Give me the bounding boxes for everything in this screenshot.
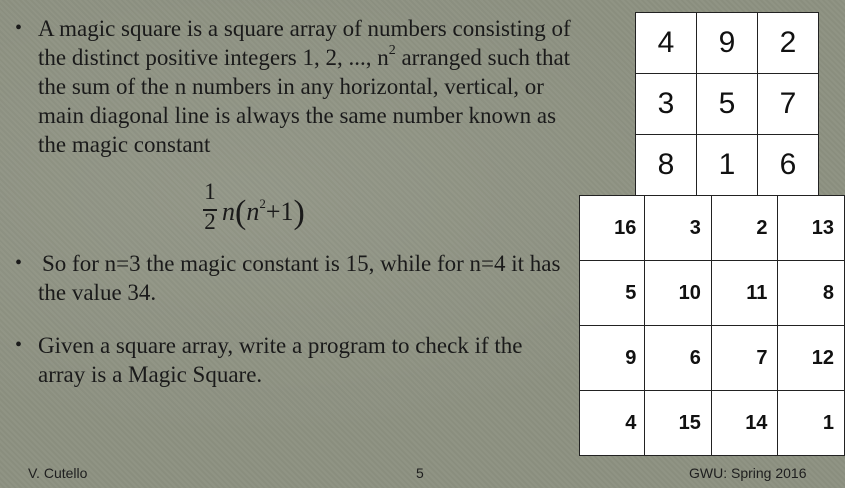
table-cell: 5 (580, 261, 645, 326)
bullet-magic-constant-text: So for n=3 the magic constant is 15, while for n=4 it has the value 34. (38, 251, 561, 305)
table-cell: 6 (758, 135, 819, 196)
table-cell: 4 (580, 391, 645, 456)
table-cell: 13 (778, 196, 845, 261)
table-cell: 16 (580, 196, 645, 261)
table-cell: 5 (697, 74, 758, 135)
footer-course: GWU: Spring 2016 (689, 465, 807, 481)
formula-right-paren: ) (293, 194, 305, 231)
table-row (580, 391, 845, 456)
table-cell: 1 (778, 391, 845, 456)
footer-author: V. Cutello (28, 465, 88, 481)
table-cell: 8 (778, 261, 845, 326)
formula-left-paren: ( (235, 194, 247, 231)
table-cell: 1 (697, 135, 758, 196)
bullet-definition-superscript: 2 (388, 43, 396, 59)
bullet-definition-text-continued: arranged such that the sum of the n numbers in any horizontal, vertical, or main diagonal line is always the same number known as the magic constant (38, 45, 571, 157)
table-row (636, 74, 819, 135)
table-cell: 2 (758, 13, 819, 74)
table-cell: 7 (758, 74, 819, 135)
table-row (636, 13, 819, 74)
table-cell: 2 (711, 196, 778, 261)
formula-n: n (222, 197, 235, 226)
table-cell: 7 (711, 326, 778, 391)
bullet-magic-constant (12, 249, 574, 307)
bullet-task-text: Given a square array, write a program to check if the array is a Magic Square. (38, 333, 523, 387)
table-cell: 6 (645, 326, 712, 391)
formula-numerator: 1 (204, 179, 216, 204)
footer-page-number: 5 (416, 465, 424, 481)
formula-denominator: 2 (204, 209, 216, 234)
table-cell: 11 (711, 261, 778, 326)
formula-expression (222, 191, 305, 229)
bullet-dot-icon: • (15, 17, 23, 39)
table-cell: 8 (636, 135, 697, 196)
formula-n-inner: n (246, 197, 260, 226)
bullet-list (12, 14, 574, 389)
table-row (580, 196, 845, 261)
formula-exponent: 2 (259, 196, 266, 211)
table-cell: 12 (778, 326, 845, 391)
table-cell: 14 (711, 391, 778, 456)
bullet-definition (12, 14, 574, 159)
bullet-dot-icon: • (15, 252, 23, 274)
table-cell: 10 (645, 261, 712, 326)
table-cell: 3 (636, 74, 697, 135)
table-cell: 3 (645, 196, 712, 261)
bullet-definition-text: A magic square is a square array of numbers consisting of the distinct positive integers 1, 2, ..., n (38, 16, 571, 70)
table-row (580, 261, 845, 326)
magic-square-4x4 (579, 195, 845, 456)
table-cell: 9 (580, 326, 645, 391)
table-cell: 4 (636, 13, 697, 74)
formula-plus-one: +1 (265, 197, 294, 226)
bullet-task (12, 331, 574, 389)
table-cell: 9 (697, 13, 758, 74)
magic-square-3x3 (635, 12, 819, 196)
table-row (580, 326, 845, 391)
table-cell: 15 (645, 391, 712, 456)
table-row (636, 135, 819, 196)
bullet-dot-icon: • (15, 334, 23, 356)
magic-constant-formula (202, 181, 574, 241)
